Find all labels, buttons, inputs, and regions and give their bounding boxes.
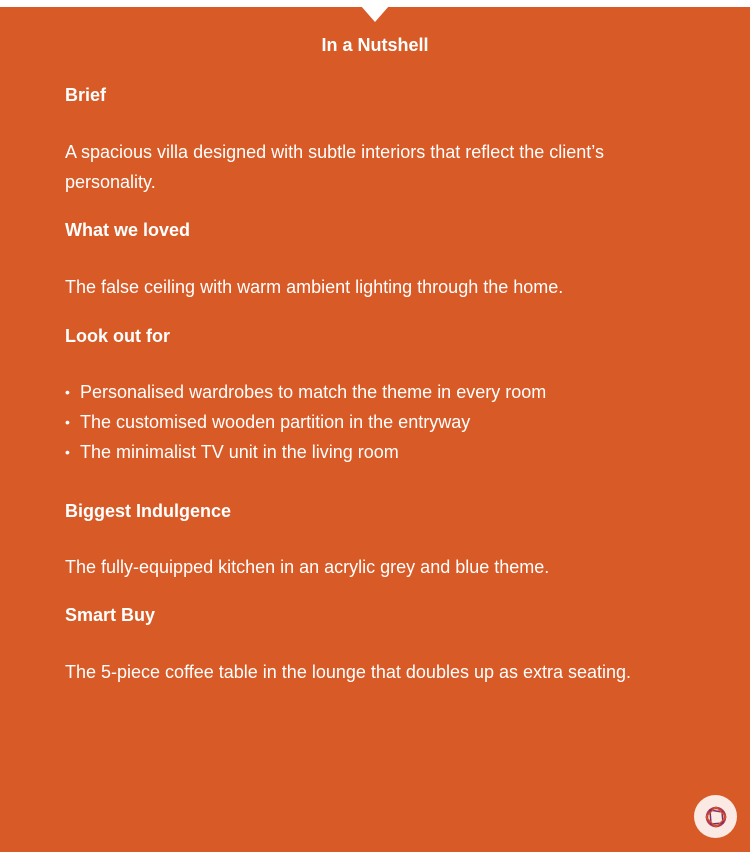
brief-text: A spacious villa designed with subtle interiors that reflect the client’s personality. — [65, 142, 604, 192]
brand-logo-button[interactable] — [694, 795, 737, 838]
loved-heading: What we loved — [65, 220, 191, 240]
list-item: • The customised wooden partition in the entryway — [65, 407, 675, 437]
brief-heading: Brief — [65, 85, 107, 105]
bullet-icon: • — [65, 444, 70, 460]
smartbuy-heading: Smart Buy — [65, 605, 156, 625]
lookout-heading: Look out for — [65, 326, 170, 346]
loved-text: The false ceiling with warm ambient lighting through the home. — [65, 277, 564, 297]
lookout-list — [65, 377, 675, 467]
indulgence-text: The fully-equipped kitchen in an acrylic grey and blue theme. — [65, 557, 550, 577]
list-item: • The minimalist TV unit in the living room — [65, 437, 675, 467]
section-pointer-icon — [361, 6, 389, 22]
section-title: In a Nutshell — [321, 35, 429, 55]
smartbuy-text: The 5-piece coffee table in the lounge that doubles up as extra seating. — [65, 662, 632, 682]
indulgence-heading: Biggest Indulgence — [65, 501, 232, 521]
list-item: • Personalised wardrobes to match the theme in every room — [65, 377, 675, 407]
nutshell-content — [65, 84, 675, 687]
bullet-icon: • — [65, 414, 70, 430]
brand-logo-icon — [701, 802, 731, 832]
bullet-icon: • — [65, 384, 70, 400]
